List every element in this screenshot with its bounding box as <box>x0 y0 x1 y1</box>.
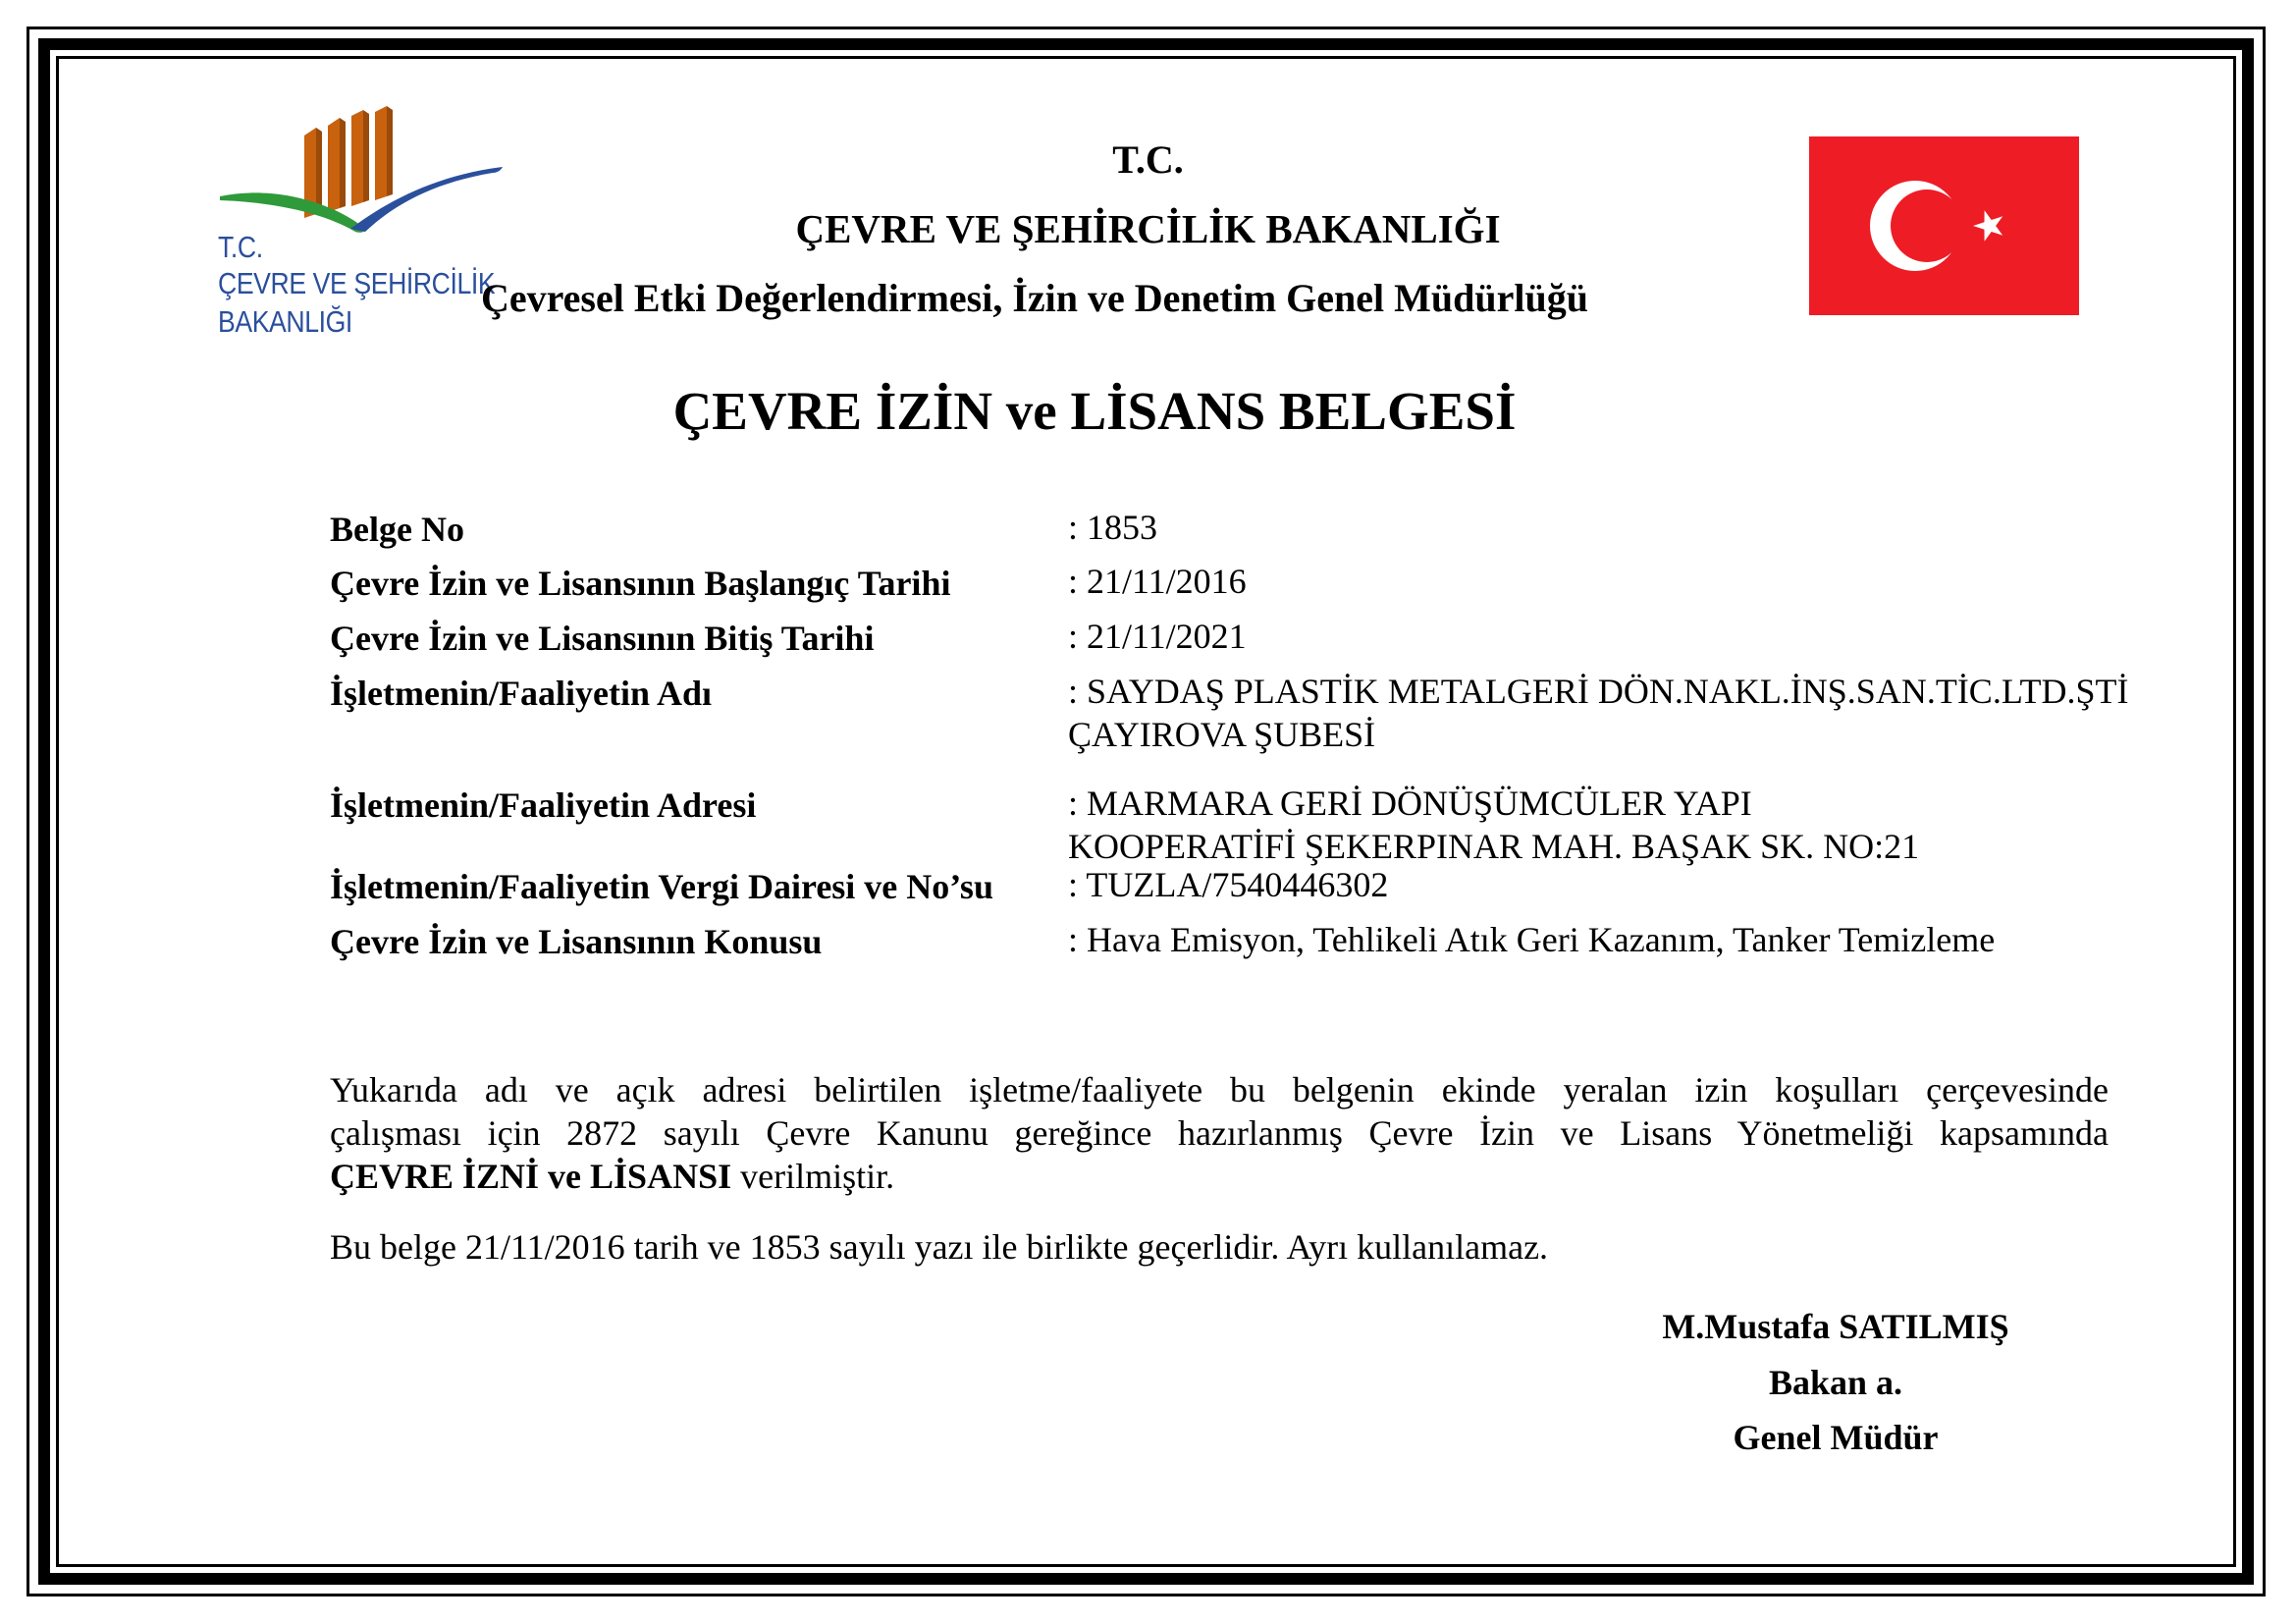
permit-statement-tail: verilmiştir. <box>731 1157 895 1196</box>
field-value-business-address-line2: KOOPERATİFİ ŞEKERPINAR MAH. BAŞAK SK. NO:21 <box>1068 827 1920 866</box>
header-tc: T.C. <box>1112 137 1184 182</box>
field-label-document-no: Belge No <box>330 510 464 549</box>
field-value-start-date: : 21/11/2016 <box>1068 562 1247 601</box>
field-label-start-date: Çevre İzin ve Lisansının Başlangıç Tarihi <box>330 564 951 603</box>
document-title: ÇEVRE İZİN ve LİSANS BELGESİ <box>672 381 1517 441</box>
field-value-end-date: : 21/11/2021 <box>1068 617 1247 656</box>
signatory-name: M.Mustafa SATILMIŞ <box>1662 1307 2009 1346</box>
permit-emphasis: ÇEVRE İZNİ ve LİSANSI <box>330 1157 732 1196</box>
field-label-business-name: İşletmenin/Faaliyetin Adı <box>330 674 713 713</box>
signatory-title: Genel Müdür <box>1733 1418 1939 1457</box>
header-directorate: Çevresel Etki Değerlendirmesi, İzin ve Denetim Genel Müdürlüğü <box>481 276 1589 320</box>
field-label-business-address: İşletmenin/Faaliyetin Adresi <box>330 785 757 825</box>
field-value-subject: : Hava Emisyon, Tehlikeli Atık Geri Kazanım, Tanker Temizleme <box>1068 920 1996 959</box>
para-line2-words: çalışması için 2872 sayılı Çevre Kanunu gereğince hazırlanmış Çevre İzin ve Lisans Yönetmeliği kapsamında <box>330 1113 2109 1153</box>
para-line1-words: Yukarıda adı ve açık adresi belirtilen işletme/faaliyete bu belgenin ekinde yeralan izin koşulları çerçevesinde <box>330 1070 2109 1109</box>
field-label-subject: Çevre İzin ve Lisansının Konusu <box>330 922 823 961</box>
field-value-tax-office: : TUZLA/7540446302 <box>1068 865 1389 904</box>
signatory-on-behalf: Bakan a. <box>1768 1363 1903 1402</box>
permit-statement <box>330 1068 2109 1198</box>
field-value-business-address: : MARMARA GERİ DÖNÜŞÜMCÜLER YAPI <box>1068 784 1752 823</box>
header-ministry: ÇEVRE VE ŞEHİRCİLİK BAKANLIĞI <box>795 206 1501 251</box>
permit-statement-line-3 <box>330 1155 2109 1198</box>
field-value-business-name-line2: ÇAYIROVA ŞUBESİ <box>1068 715 1376 754</box>
field-value-business-name: : SAYDAŞ PLASTİK METALGERİ DÖN.NAKL.İNŞ.SAN.TİC.LTD.ŞTİ <box>1068 672 2129 711</box>
permit-statement-line-2 <box>330 1111 2109 1155</box>
field-value-document-no: : 1853 <box>1068 508 1158 547</box>
validity-statement: Bu belge 21/11/2016 tarih ve 1853 sayılı yazı ile birlikte geçerlidir. Ayrı kullanılamaz. <box>330 1227 1549 1267</box>
logo-text-tc: T.C. <box>218 230 263 264</box>
logo-text-bakanligi: BAKANLIĞI <box>218 304 352 339</box>
permit-statement-line-1 <box>330 1068 2109 1111</box>
logo-text-ministry: ÇEVRE VE ŞEHİRCİLİK <box>218 266 496 300</box>
field-label-tax-office: İşletmenin/Faaliyetin Vergi Dairesi ve No’su <box>330 867 993 906</box>
field-label-end-date: Çevre İzin ve Lisansının Bitiş Tarihi <box>330 619 875 658</box>
